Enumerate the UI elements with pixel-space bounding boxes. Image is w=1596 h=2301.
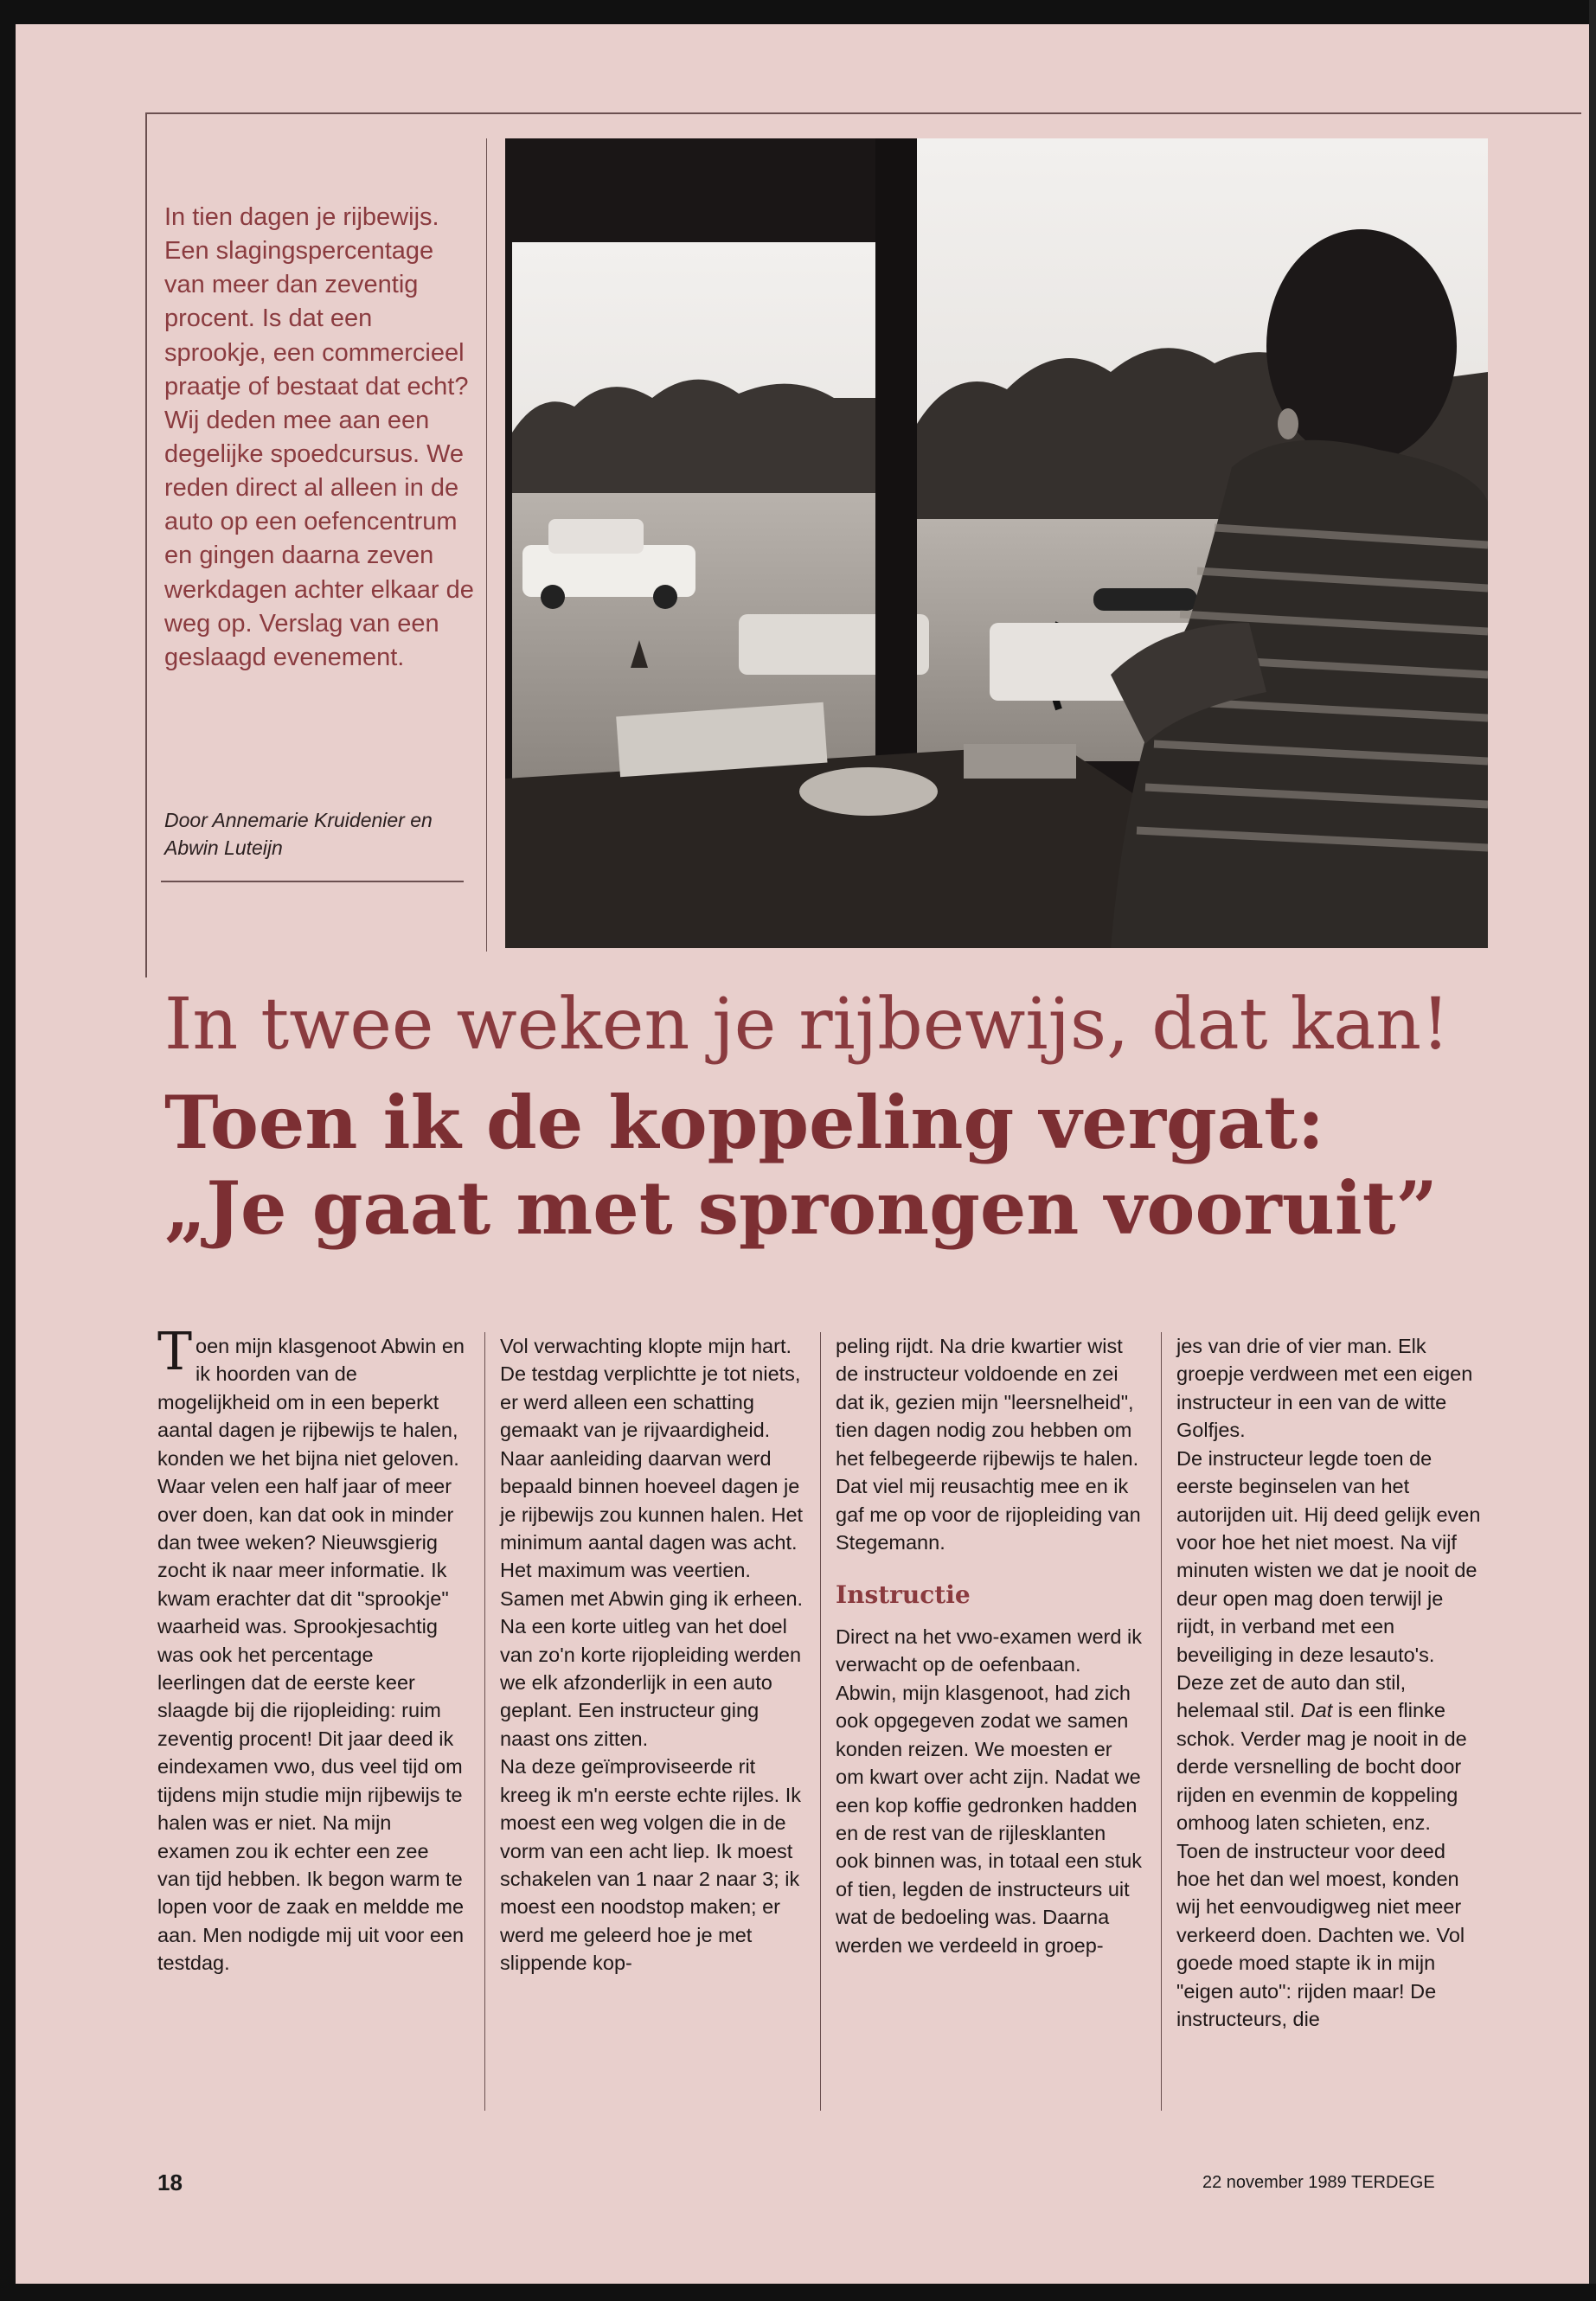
- article-column-1: [157, 1322, 465, 1977]
- headline-main: [164, 1080, 1566, 1251]
- article-paragraph: [157, 1322, 465, 1977]
- article-paragraph: jes van drie of vier man. Elk groepje verdween met een eigen instructeur in een van de witte Golfjes.: [1176, 1335, 1473, 1442]
- article-paragraph: [1176, 1445, 1484, 1837]
- intro-rule: [161, 881, 464, 882]
- headline-kicker: In twee weken je rijbewijs, dat kan!: [164, 984, 1451, 1066]
- scan-border-left: [0, 0, 16, 2301]
- sidebar-divider: [486, 138, 487, 952]
- article-paragraph: Na deze geïmproviseerde rit kreeg ik m'n eerste echte rijles. Ik moest een weg volgen die in de vorm van een acht liep. Ik moest schakelen van 1 naar 2 naar 3; ik moest een noodstop maken; er werd me geleerd hoe je met slippende kop-: [500, 1755, 801, 1975]
- article-text: oen mijn klasgenoot Abwin en ik hoorden van de mogelijkheid om in een beperkt aantal dagen je rijbewijs te halen, konden we het bijna niet geloven. Waar velen een half jaar of meer over doen, kan dat ook in minder dan twee weken? Nieuwsgierig zocht ik naar meer informatie. Ik kwam erachter dat dit "sprookje" waarheid was. Sprookjesachtig was ook het percentage leerlingen dat de eerste keer slaagde bij die rijopleiding: ruim zeventig procent! Dit jaar deed ik eindexamen vwo, dus veel tijd om tijdens mijn studie mijn rijbewijs te halen was er niet. Na mijn examen zou ik echter een zee van tijd hebben. Ik begon warm te lopen voor de zaak en meldde me aan. Men nodigde mij uit voor een testdag.: [157, 1335, 465, 1975]
- column-divider: [484, 1332, 485, 2111]
- column-divider: [1161, 1332, 1162, 2111]
- dropcap: T: [157, 1322, 193, 1382]
- page-rule-left: [145, 112, 147, 977]
- scan-border-bottom: [0, 2284, 1596, 2301]
- article-paragraph: Toen de instructeur voor deed hoe het dan wel moest, konden wij het eenvoudigweg niet meer verkeerd doen. Dachten we. Vol goede moed stapte ik in mijn "eigen auto": rijden maar! De instructeurs, die: [1176, 1839, 1465, 2031]
- byline: Door Annemarie Kruidenier en Abwin Luteijn: [164, 809, 433, 860]
- emphasis-text: Dat: [1300, 1699, 1333, 1722]
- issue-date: 22 november 1989 TERDEGE: [1202, 2173, 1435, 2192]
- article-text: is een flinke schok. Verder mag je nooit in de derde versnelling de bocht door rijden en evenmin de koppeling omhoog laten schieten, enz.: [1176, 1699, 1467, 1835]
- article-column-2: [500, 1332, 807, 1977]
- section-subheading: Instructie: [836, 1580, 971, 1610]
- scan-border-top: [0, 0, 1596, 24]
- article-paragraph: Direct na het vwo-examen werd ik verwacht op de oefenbaan. Abwin, mijn klasgenoot, had zich ook opgegeven zodat we samen konden reizen. We moesten er om kwart over acht zijn. Nadat we een kop koffie gedronken hadden en de rest van de rijlesklanten ook binnen was, in totaal een stuk of tien, legden de instructeurs uit wat de bedoeling was. Daarna werden we verdeeld in groep-: [836, 1625, 1143, 1957]
- article-column-3: [836, 1332, 1143, 1959]
- scan-border-right: [1589, 0, 1596, 2301]
- page-rule-top: [145, 112, 1581, 114]
- article-paragraph: Vol verwachting klopte mijn hart. De testdag verplichtte je tot niets, er werd alleen een schatting gemaakt van je rijvaardigheid. Naar aanleiding daarvan werd bepaald binnen hoeveel dagen je je rijbewijs zou kunnen halen. Het minimum aantal dagen was acht. Het maximum was veertien. Samen met Abwin ging ik erheen. Na een korte uitleg van het doel van zo'n korte rijopleiding werden we elk afzonderlijk in een auto geplant. Een instructeur ging naast ons zitten.: [500, 1335, 804, 1750]
- column-divider: [820, 1332, 821, 2111]
- intro-text: In tien dagen je rijbewijs. Een slagingspercentage van meer dan zeventig procent. Is dat een sprookje, een commercieel praatje of bestaat dat echt? Wij deden mee aan een degelijke spoedcursus. We reden direct al alleen in de auto op een oefencentrum en gingen daarna zeven werkdagen achter elkaar de weg op. Verslag van een geslaagd evenement.: [164, 203, 474, 671]
- article-column-4: [1176, 1332, 1484, 2034]
- headline-main-line-1: Toen ik de koppeling vergat:: [164, 1080, 1324, 1165]
- article-text: De instructeur legde toen de eerste beginselen van het autorijden uit. Hij deed gelijk even voor hoe het niet moest. Na vijf minuten wisten we dat je nooit de deur open mag doen terwijl je rijdt, in verband met een beveiliging in deze lesauto's. Deze zet de auto dan stil, helemaal stil.: [1176, 1446, 1481, 1722]
- photo-driving-instruction-tower: [505, 138, 1488, 948]
- photo-illustration: [505, 138, 1488, 948]
- page-number: 18: [157, 2170, 183, 2195]
- headline-main-line-2: „Je gaat met sprongen vooruit”: [164, 1165, 1438, 1252]
- article-paragraph: peling rijdt. Na drie kwartier wist de instructeur voldoende en zei dat ik, gezien mijn "leersnelheid", tien dagen nodig zou hebben om het felbegeerde rijbewijs te halen. Dat viel mij reusachtig mee en ik gaf me op voor de rijopleiding van Stegemann.: [836, 1335, 1141, 1554]
